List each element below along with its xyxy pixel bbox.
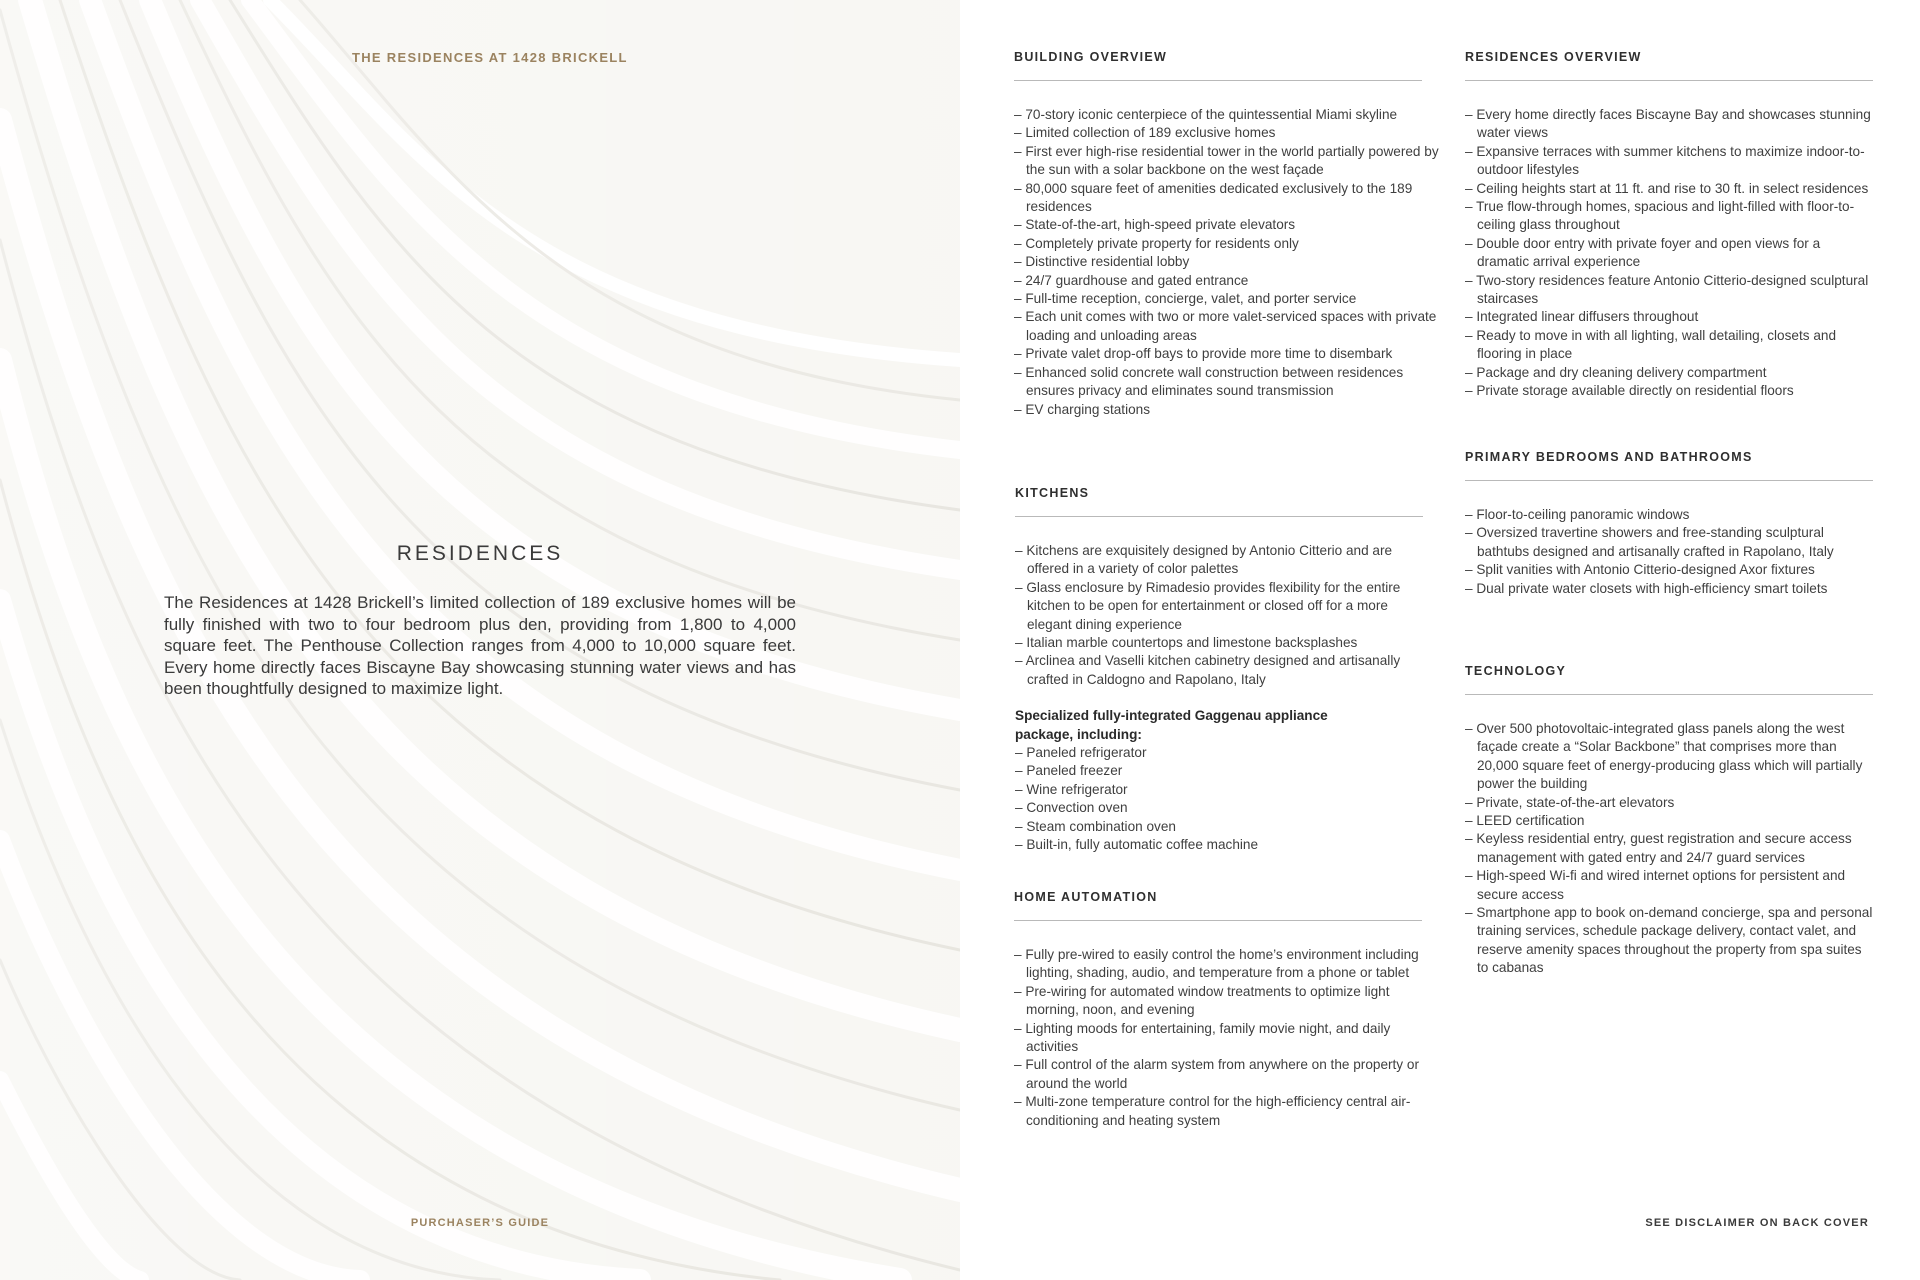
- kitchens-item: – Italian marble countertops and limestone backsplashes: [1015, 635, 1358, 651]
- kitchens-item: – Kitchens are exquisitely designed by Antonio Citterio and are offered in a variety of color palettes: [1015, 543, 1393, 577]
- building-overview-item: – EV charging stations: [1014, 401, 1151, 417]
- appliances-list: [1015, 744, 1435, 854]
- primary-bedrooms-item: – Floor-to-ceiling panoramic windows: [1465, 507, 1690, 522]
- home-automation-item: – Fully pre-wired to easily control the home’s environment including lighting, shading, audio, and temperature from a phone or tablet: [1014, 947, 1419, 981]
- section-heading: PRIMARY BEDROOMS AND BATHROOMS: [1465, 450, 1873, 481]
- residences-overview-item: – Integrated linear diffusers throughout: [1465, 309, 1699, 325]
- section-heading: KITCHENS: [1015, 486, 1423, 517]
- technology-item: – Keyless residential entry, guest registration and secure access management with gated entry and 24/7 guard services: [1465, 831, 1852, 865]
- footer-disclaimer: SEE DISCLAIMER ON BACK COVER: [1645, 1217, 1869, 1229]
- section-heading: HOME AUTOMATION: [1014, 890, 1422, 921]
- kitchens-item: – Glass enclosure by Rimadesio provides flexibility for the entire kitchen to be open for entertainment or closed off for a more elegant dining experience: [1015, 579, 1401, 632]
- section-heading: RESIDENCES OVERVIEW: [1465, 50, 1873, 81]
- appliance-item: – Built-in, fully automatic coffee machine: [1015, 837, 1259, 853]
- appliance-item: – Paneled refrigerator: [1015, 745, 1147, 761]
- residences-overview-item: – Expansive terraces with summer kitchens to maximize indoor-to-outdoor lifestyles: [1465, 143, 1865, 178]
- building-overview-item: – First ever high-rise residential tower in the world partially powered by the sun with a solar backbone on the west façade: [1014, 143, 1439, 178]
- primary-bedrooms-item: – Dual private water closets with high-efficiency smart toilets: [1465, 580, 1828, 596]
- home-automation-section: [1014, 890, 1434, 1130]
- building-overview-item: – 24/7 guardhouse and gated entrance: [1014, 272, 1249, 288]
- building-overview-item: – Private valet drop-off bays to provide more time to disembark: [1014, 346, 1393, 362]
- technology-item: – Private, state-of-the-art elevators: [1465, 794, 1675, 810]
- appliance-package-heading: Specialized fully-integrated Gaggenau appliance package, including:: [1015, 708, 1328, 742]
- primary-bedrooms-item: – Oversized travertine showers and free-standing sculptural bathtubs designed and artisanally crafted in Rapolano, Italy: [1465, 525, 1834, 559]
- residences-overview-item: – Ceiling heights start at 11 ft. and rise to 30 ft. in select residences: [1465, 180, 1869, 196]
- technology-item: – High-speed Wi-fi and wired internet options for persistent and secure access: [1465, 868, 1846, 902]
- residences-overview-list: [1465, 106, 1875, 401]
- kitchens-list: [1015, 542, 1435, 689]
- residences-overview-item: – Private storage available directly on residential floors: [1465, 383, 1794, 399]
- residences-overview-section: [1465, 50, 1875, 401]
- building-overview-item: – Each unit comes with two or more valet-serviced spaces with private loading and unloading areas: [1014, 309, 1437, 343]
- appliance-item: – Steam combination oven: [1015, 818, 1176, 834]
- page-title: RESIDENCES: [396, 542, 564, 565]
- residences-overview-item: – True flow-through homes, spacious and light-filled with floor-to-ceiling glass throughout: [1465, 199, 1855, 233]
- residences-overview-item: – Every home directly faces Biscayne Bay and showcases stunning water views: [1465, 107, 1871, 141]
- building-overview-item: – Distinctive residential lobby: [1014, 254, 1190, 270]
- building-overview-item: – 80,000 square feet of amenities dedicated exclusively to the 189 residences: [1014, 180, 1413, 215]
- building-overview-item: – Full-time reception, concierge, valet, and porter service: [1014, 291, 1357, 307]
- primary-bedrooms-section: [1465, 450, 1875, 598]
- building-overview-item: – Limited collection of 189 exclusive homes: [1014, 125, 1276, 141]
- running-head: THE RESIDENCES AT 1428 BRICKELL: [352, 50, 628, 65]
- technology-list: [1465, 720, 1875, 978]
- residences-overview-item: – Ready to move in with all lighting, wall detailing, closets and flooring in place: [1465, 327, 1837, 362]
- building-overview-item: – Completely private property for residents only: [1014, 235, 1299, 251]
- technology-section: [1465, 664, 1875, 978]
- technology-item: – LEED certification: [1465, 813, 1585, 829]
- home-automation-item: – Lighting moods for entertaining, family movie night, and daily activities: [1014, 1020, 1391, 1055]
- appliance-item: – Paneled freezer: [1015, 763, 1123, 779]
- technology-item: – Over 500 photovoltaic-integrated glass panels along the west façade create a “Solar Backbone” that comprises more than 20,000 square feet of energy-producing glass which will partially power the building: [1465, 721, 1863, 792]
- section-heading: BUILDING OVERVIEW: [1014, 50, 1422, 81]
- appliance-item: – Wine refrigerator: [1015, 781, 1128, 797]
- primary-bedrooms-list: [1465, 506, 1875, 598]
- technology-item: – Smartphone app to book on-demand concierge, spa and personal training services, schedule package delivery, contact valet, and reserve amenity spaces throughout the property from spa suites to cabanas: [1465, 905, 1873, 976]
- footer-purchasers-guide: PURCHASER’S GUIDE: [410, 1217, 550, 1229]
- residences-overview-item: – Package and dry cleaning delivery compartment: [1465, 364, 1767, 380]
- kitchens-section: [1015, 486, 1435, 855]
- building-overview-item: – State-of-the-art, high-speed private elevators: [1014, 217, 1296, 233]
- home-automation-item: – Full control of the alarm system from anywhere on the property or around the world: [1014, 1057, 1419, 1091]
- section-heading: TECHNOLOGY: [1465, 664, 1873, 695]
- home-automation-item: – Pre-wiring for automated window treatments to optimize light morning, noon, and evening: [1014, 983, 1390, 1018]
- home-automation-item: – Multi-zone temperature control for the high-efficiency central air-conditioning and heating system: [1014, 1094, 1411, 1128]
- appliance-item: – Convection oven: [1015, 800, 1128, 816]
- intro-paragraph: The Residences at 1428 Brickell’s limited collection of 189 exclusive homes will be fully finished with two to four bedroom plus den, providing from 1,800 to 4,000 square feet. The Penthouse Collection ranges from 4,000 to 10,000 square feet. Every home directly faces Biscayne Bay showcasing stunning water views and has been thoughtfully designed to maximize light.: [164, 593, 796, 698]
- building-overview-item: – 70-story iconic centerpiece of the quintessential Miami skyline: [1014, 107, 1398, 122]
- building-overview-section: [1014, 50, 1444, 419]
- home-automation-list: [1014, 946, 1434, 1130]
- residences-overview-item: – Double door entry with private foyer and open views for a dramatic arrival experience: [1465, 235, 1821, 270]
- primary-bedrooms-item: – Split vanities with Antonio Citterio-designed Axor fixtures: [1465, 562, 1815, 578]
- residences-overview-item: – Two-story residences feature Antonio Citterio-designed sculptural staircases: [1465, 272, 1869, 307]
- kitchens-item: – Arclinea and Vaselli kitchen cabinetry designed and artisanally crafted in Caldogno and Rapolano, Italy: [1015, 653, 1401, 687]
- building-overview-item: – Enhanced solid concrete wall construction between residences ensures privacy and eliminates sound transmission: [1014, 364, 1404, 399]
- building-overview-list: [1014, 106, 1444, 419]
